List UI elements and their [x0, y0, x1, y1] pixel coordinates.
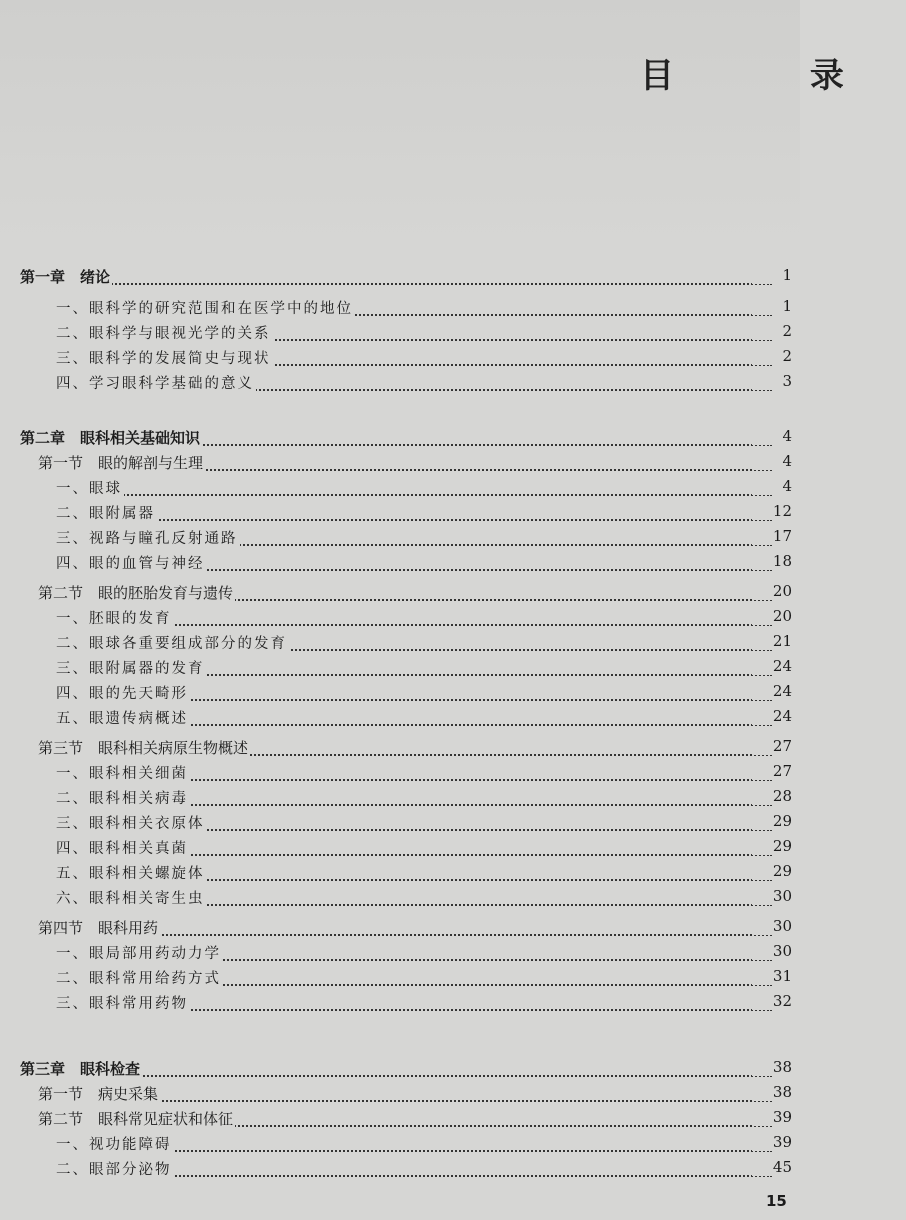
- toc-entry-label: 一、视功能障碍: [56, 1133, 174, 1154]
- toc-entry-label: 二、眼部分泌物: [56, 1158, 174, 1179]
- toc-entry-label: 六、眼科相关寄生虫: [56, 887, 207, 908]
- toc-item-entry[interactable]: [0, 862, 800, 888]
- toc-entry-label: 三、眼科相关衣原体: [56, 812, 207, 833]
- toc-entry-label: 三、眼科学的发展简史与现状: [56, 347, 273, 368]
- toc-entry-page: 31: [752, 967, 792, 985]
- toc-item-entry[interactable]: [0, 527, 800, 553]
- toc-entry-label: 第三节 眼科相关病原生物概述: [38, 739, 249, 757]
- toc-entry-label: 一、眼球: [56, 477, 124, 498]
- toc-entry-label: 第一节 病史采集: [38, 1085, 159, 1103]
- toc-entry-page: 20: [752, 582, 792, 600]
- page-title: 目 录: [640, 56, 906, 96]
- toc-entry-label: 二、眼附属器: [56, 502, 157, 523]
- toc-entry-label: 三、眼附属器的发育: [56, 657, 207, 678]
- toc-entry-page: 24: [752, 707, 792, 725]
- toc-chapter-entry[interactable]: [0, 266, 800, 292]
- toc-chapter-entry[interactable]: [0, 1058, 800, 1084]
- toc-item-entry[interactable]: [0, 297, 800, 323]
- toc-entry-label: 二、眼球各重要组成部分的发育: [56, 632, 289, 653]
- toc-entry-page: 39: [752, 1133, 792, 1151]
- toc-entry-page: 28: [752, 787, 792, 805]
- toc-entry-page: 39: [752, 1108, 792, 1126]
- toc-entry-page: 1: [752, 266, 792, 284]
- toc-entry-label: 四、学习眼科学基础的意义: [56, 372, 256, 393]
- toc-item-entry[interactable]: [0, 942, 800, 968]
- toc-entry-label: 第二章 眼科相关基础知识: [20, 429, 201, 447]
- toc-entry-label: 第四节 眼科用药: [38, 919, 159, 937]
- dot-leader: [56, 502, 772, 521]
- toc-entry-page: 21: [752, 632, 792, 650]
- toc-item-entry[interactable]: [0, 632, 800, 658]
- toc-item-entry[interactable]: [0, 477, 800, 503]
- toc-entry-page: 24: [752, 657, 792, 675]
- toc-entry-label: 一、眼科相关细菌: [56, 762, 190, 783]
- toc-section-entry[interactable]: [0, 582, 800, 608]
- page-number: 15: [766, 1192, 787, 1210]
- toc-entry-label: 四、眼的先天畸形: [56, 682, 190, 703]
- toc-item-entry[interactable]: [0, 967, 800, 993]
- dot-leader: [20, 266, 772, 285]
- toc-item-entry[interactable]: [0, 1133, 800, 1159]
- toc-entry-label: 二、眼科常用给药方式: [56, 967, 223, 988]
- toc-entry-page: 29: [752, 812, 792, 830]
- toc-entry-page: 27: [752, 762, 792, 780]
- toc-section-entry[interactable]: [0, 1108, 800, 1134]
- toc-section-entry[interactable]: [0, 1083, 800, 1109]
- toc-entry-page: 38: [752, 1083, 792, 1101]
- toc-item-entry[interactable]: [0, 762, 800, 788]
- toc-item-entry[interactable]: [0, 347, 800, 373]
- toc-item-entry[interactable]: [0, 887, 800, 913]
- toc-entry-label: 四、眼的血管与神经: [56, 552, 207, 573]
- toc-entry-label: 四、眼科相关真菌: [56, 837, 190, 858]
- toc-entry-page: 24: [752, 682, 792, 700]
- toc-entry-page: 18: [752, 552, 792, 570]
- toc-item-entry[interactable]: [0, 502, 800, 528]
- toc-entry-page: 17: [752, 527, 792, 545]
- toc-entry-page: 20: [752, 607, 792, 625]
- toc-entry-page: 38: [752, 1058, 792, 1076]
- toc-entry-label: 第一节 眼的解剖与生理: [38, 454, 204, 472]
- toc-section-entry[interactable]: [0, 452, 800, 478]
- toc-section-entry[interactable]: [0, 737, 800, 763]
- toc-entry-page: 4: [752, 427, 792, 445]
- toc-item-entry[interactable]: [0, 372, 800, 398]
- toc-item-entry[interactable]: [0, 1158, 800, 1184]
- toc-entry-label: 三、视路与瞳孔反射通路: [56, 527, 240, 548]
- toc-item-entry[interactable]: [0, 657, 800, 683]
- dot-leader: [56, 477, 772, 496]
- toc-entry-page: 4: [752, 452, 792, 470]
- toc-entry-page: 29: [752, 862, 792, 880]
- toc-entry-page: 3: [752, 372, 792, 390]
- toc-entry-page: 30: [752, 917, 792, 935]
- toc-item-entry[interactable]: [0, 682, 800, 708]
- toc-entry-label: 一、胚眼的发育: [56, 607, 174, 628]
- toc-entry-page: 29: [752, 837, 792, 855]
- toc-entry-label: 五、眼遗传病概述: [56, 707, 190, 728]
- toc-entry-page: 1: [752, 297, 792, 315]
- toc-entry-label: 一、眼科学的研究范围和在医学中的地位: [56, 297, 355, 318]
- toc-entry-label: 三、眼科常用药物: [56, 992, 190, 1013]
- toc-entry-page: 32: [752, 992, 792, 1010]
- toc-item-entry[interactable]: [0, 812, 800, 838]
- toc-entry-label: 第二节 眼科常见症状和体征: [38, 1110, 234, 1128]
- toc-item-entry[interactable]: [0, 837, 800, 863]
- toc-item-entry[interactable]: [0, 992, 800, 1018]
- toc-item-entry[interactable]: [0, 787, 800, 813]
- toc-entry-label: 五、眼科相关螺旋体: [56, 862, 207, 883]
- toc-item-entry[interactable]: [0, 607, 800, 633]
- toc-entry-page: 4: [752, 477, 792, 495]
- toc-item-entry[interactable]: [0, 322, 800, 348]
- toc-entry-page: 2: [752, 347, 792, 365]
- toc-item-entry[interactable]: [0, 552, 800, 578]
- toc-entry-label: 第三章 眼科检查: [20, 1060, 141, 1078]
- toc-entry-label: 二、眼科学与眼视光学的关系: [56, 322, 273, 343]
- toc-entry-label: 第二节 眼的胚胎发育与遗传: [38, 584, 234, 602]
- toc-entry-label: 一、眼局部用药动力学: [56, 942, 223, 963]
- toc-entry-page: 12: [752, 502, 792, 520]
- toc-entry-page: 45: [752, 1158, 792, 1176]
- toc-entry-page: 30: [752, 887, 792, 905]
- toc-entry-label: 二、眼科相关病毒: [56, 787, 190, 808]
- toc-entry-page: 2: [752, 322, 792, 340]
- toc-chapter-entry[interactable]: [0, 427, 800, 453]
- show-through-area: [0, 0, 800, 250]
- toc-section-entry[interactable]: [0, 917, 800, 943]
- toc-entry-label: 第一章 绪论: [20, 268, 111, 286]
- toc-entry-page: 27: [752, 737, 792, 755]
- toc-item-entry[interactable]: [0, 707, 800, 733]
- toc-entry-page: 30: [752, 942, 792, 960]
